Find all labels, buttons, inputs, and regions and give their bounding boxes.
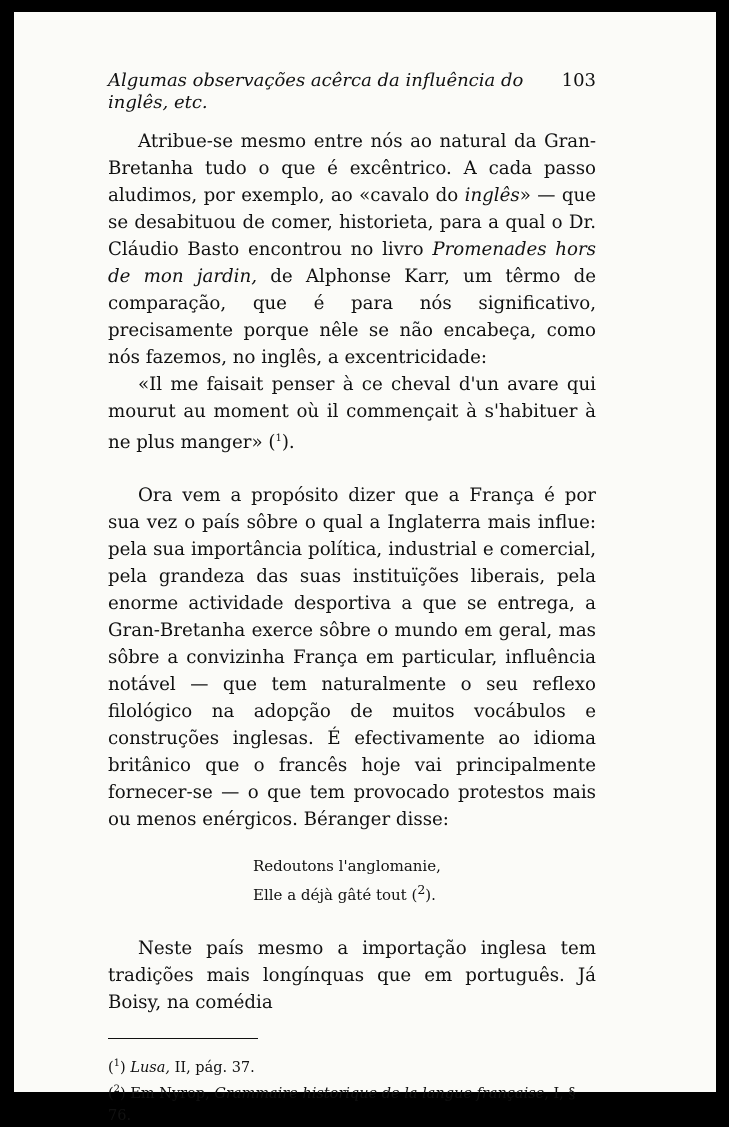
footnote-ref-1: 1 (275, 433, 282, 444)
paragraph-1-text-c: » — que se desabituou de comer, historieta, para a qual o Dr. Cláudio Basto encontrou no livro (108, 185, 597, 260)
footnote-ref-2: 2 (417, 882, 426, 898)
book-page (14, 12, 716, 1124)
footnote-1-title: Lusa, (130, 1059, 170, 1076)
paragraph-2-quote (108, 371, 596, 456)
footnote-1: ($^1$) Lusa, II, pág. 37. (108, 1058, 255, 1076)
verse-line-1: Redoutons l'anglomanie, (253, 857, 441, 876)
footnote-divider (108, 1038, 258, 1039)
verse-line-2-end: ). (425, 886, 436, 905)
paragraph-2-end: ). (281, 432, 295, 454)
footnote-2-pre: Em Nyrop, (125, 1085, 215, 1102)
verse-line-2 (253, 878, 596, 907)
footnote-2-title: Grammaire historique de la langue française (214, 1085, 545, 1102)
running-title: Algumas observações acêrca da influência do inglês, etc. (108, 70, 524, 113)
footnote-2-mark: 2 (113, 1083, 121, 1095)
paragraph-1-book-title: Promenades hors de mon jardin, (108, 239, 596, 287)
paragraph-4: Neste país mesmo a importação inglesa tem tradições mais longínquas que em português. Já Boisy, na comédia (108, 938, 596, 1014)
footnote-1-mark: 1 (113, 1058, 121, 1070)
paragraph-1 (108, 128, 596, 371)
verse-quote (108, 855, 596, 907)
footnote-2-rest: , I, § 76. (108, 1085, 576, 1124)
verse-line-2-text: Elle a déjà gâté tout ( (253, 886, 418, 905)
paragraph-1-text-e: de Alphonse Karr, um têrmo de comparação, que é para nós significativo, precisamente porque nêle se não encabeça, como nós fazemos, no inglês, a excentricidade: (108, 266, 596, 368)
paragraph-3: Ora vem a propósito dizer que a França é por sua vez o país sôbre o qual a Inglaterra mais influe: pela sua importância política, industrial e comercial, pela grandeza das suas instituïções liberais, pela enorme actividade desportiva a que se entrega, a Gran-Bretanha exerce sôbre o mundo em geral, mas sôbre a convizinha França em particular, influência notável — que tem naturalmente o seu reflexo filológico na adopção de muitos vocábulos e construções inglesas. É efectivamente ao idioma britânico que o francês hoje vai principalmente fornecer-se — o que tem provocado protestos mais ou menos enérgicos. Béranger disse: (108, 485, 596, 831)
running-header (108, 70, 596, 114)
paragraph-1-italic-ingles: inglês (464, 185, 520, 206)
footnote-2: ($^2$) Em Nyrop, Grammaire historique de la langue française, I, § 76. (108, 1083, 576, 1124)
paragraph-2-text: «Il me faisait penser à ce cheval d'un avare qui mourut au moment où il commençait à s'habituer à ne plus manger» ( (108, 374, 596, 454)
page-content (108, 70, 596, 1127)
footnote-1-rest: II, pág. 37. (170, 1059, 255, 1076)
paragraph-1-text-a: Atribue-se mesmo entre nós ao natural da Gran-Bretanha tudo o que é excêntrico. A cada passo aludimos, por exemplo, ao «cavalo do (108, 131, 596, 206)
paragraph-gap (108, 456, 596, 482)
page-number: 103 (561, 70, 596, 91)
